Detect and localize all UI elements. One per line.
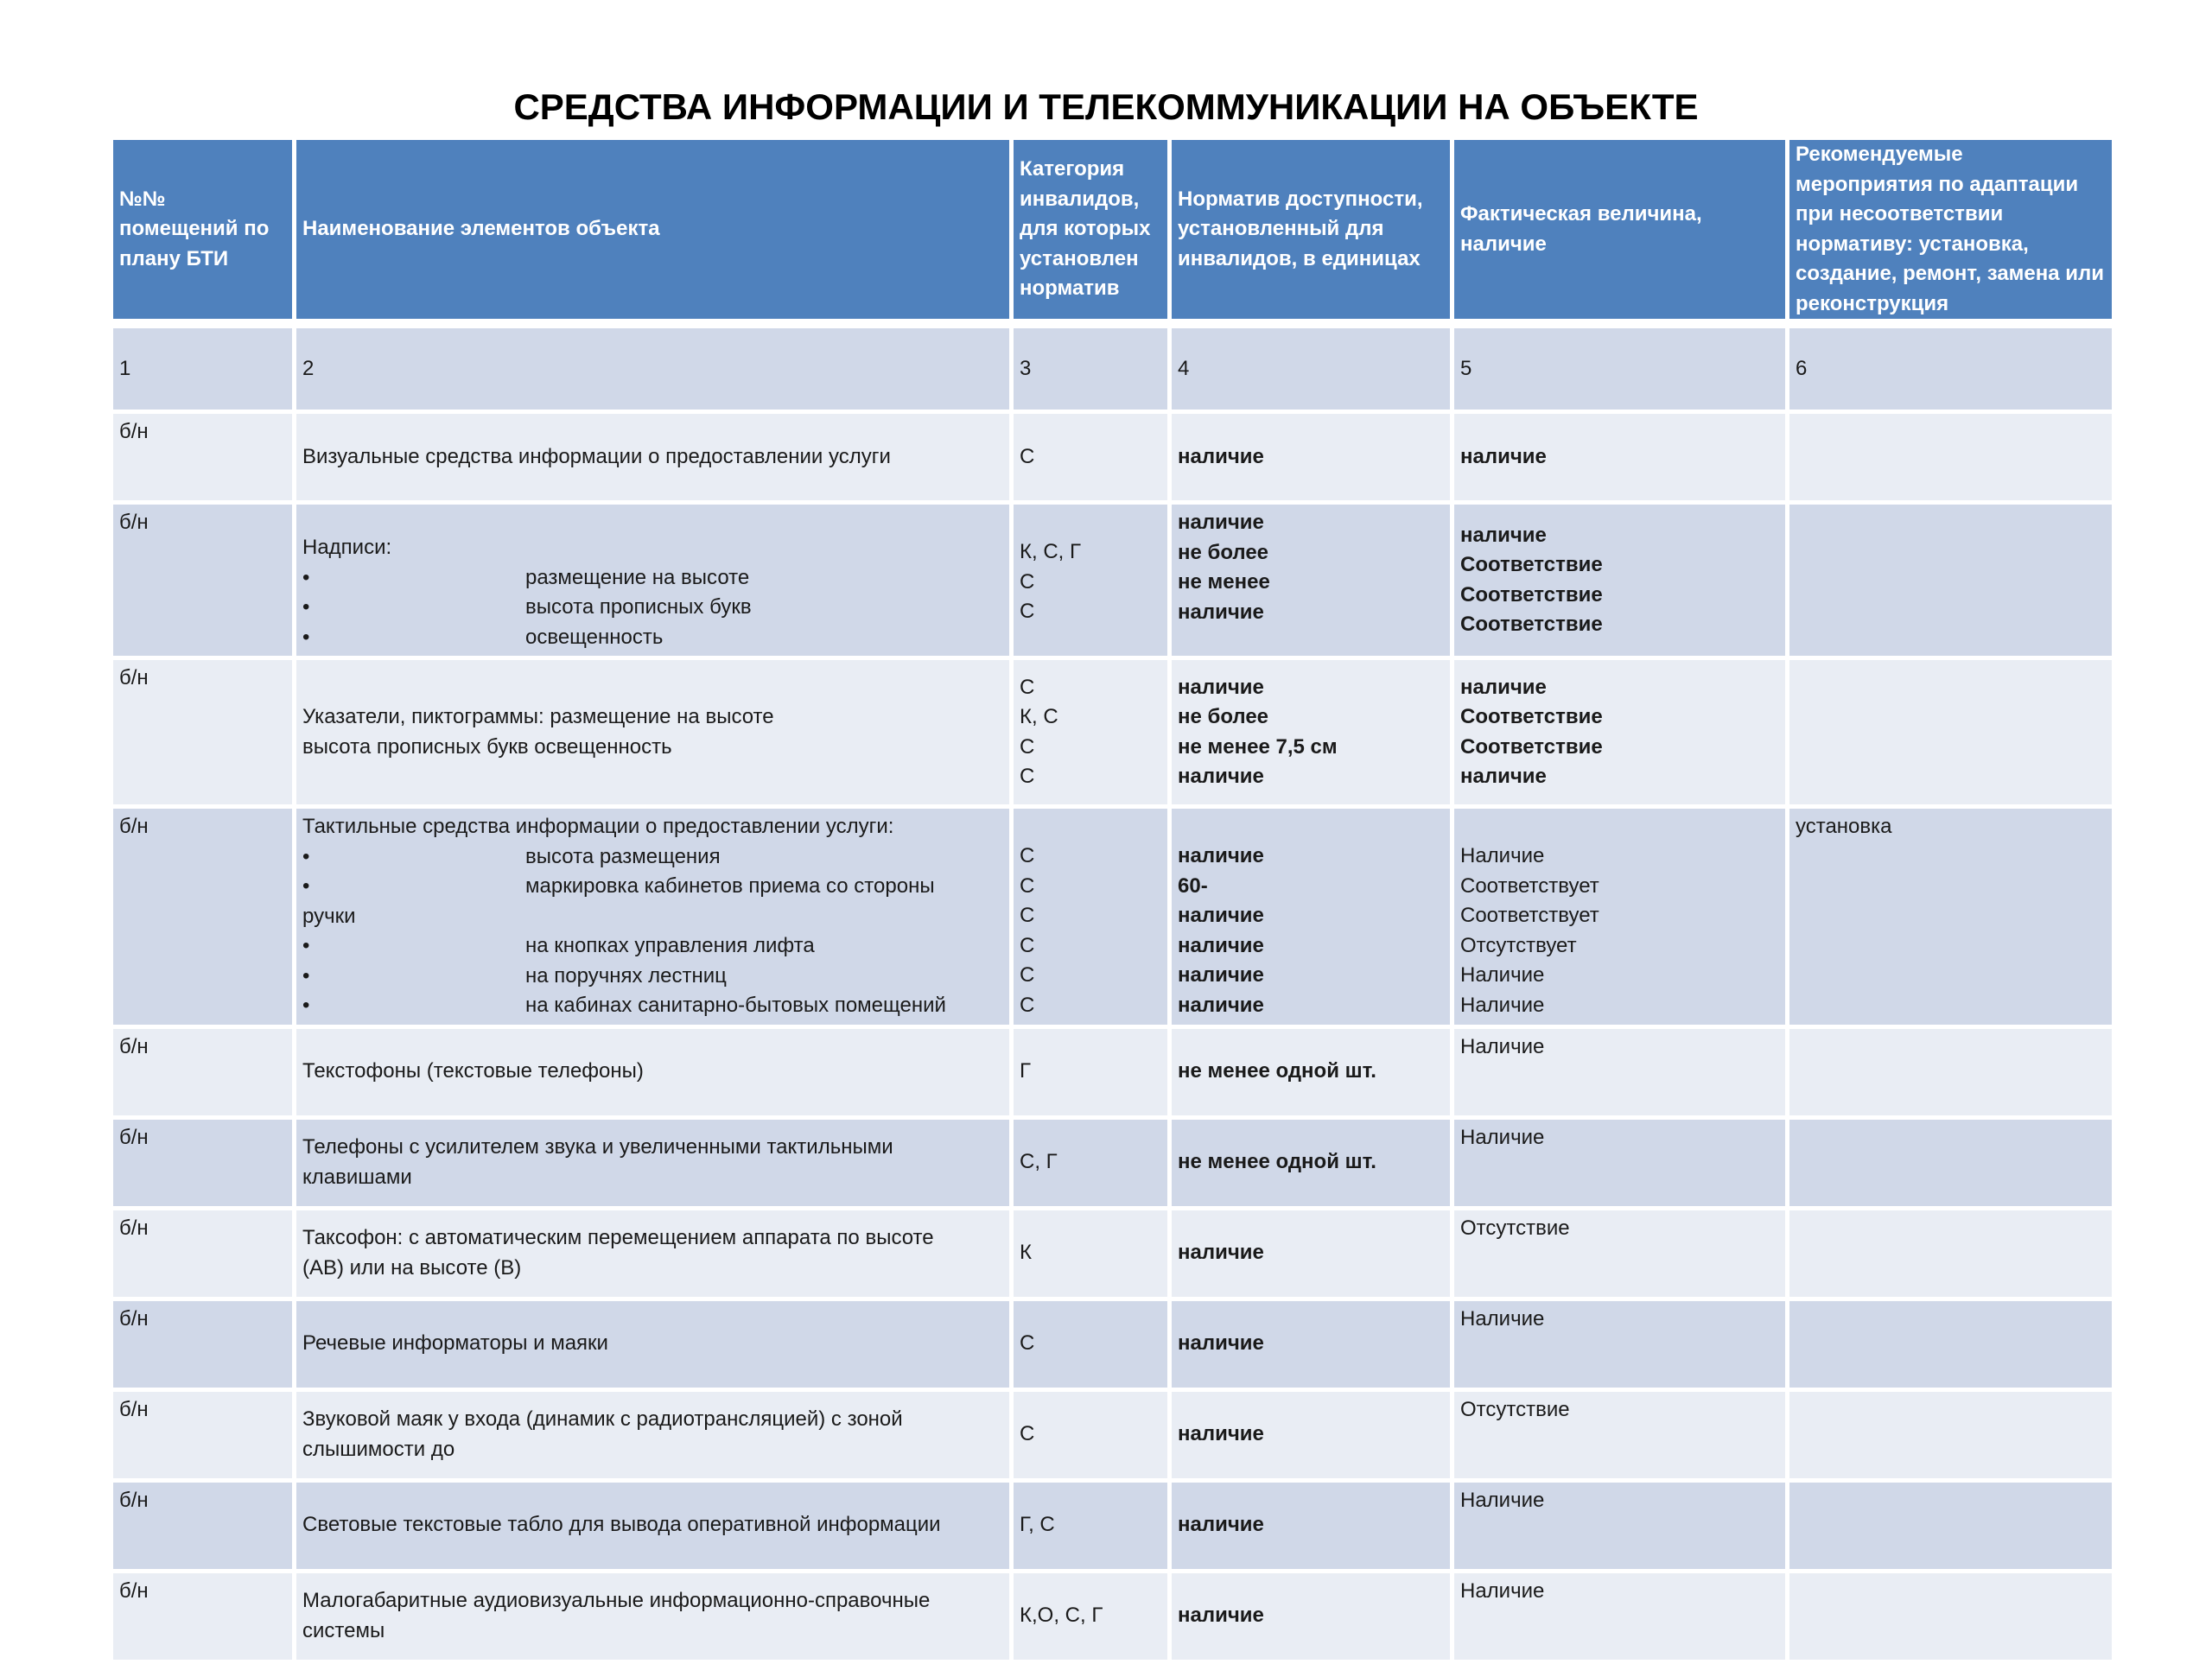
name-line: Телефоны с усилителем звука и увеличенными тактильными [302,1135,893,1159]
room-number-cell: б/н [113,1573,296,1664]
header-row [113,140,2112,323]
room-number-cell: б/н [113,414,296,505]
recommendation-cell [1789,1301,2112,1392]
room-number-cell: б/н [113,1120,296,1210]
name-line: Световые текстовые табло для вывода оперативной информации [302,1513,941,1537]
bullet-text: размещение на высоте [525,565,750,589]
name-line: Визуальные средства информации о предоставлении услуги [302,444,891,468]
category-line: К, С, Г [1020,540,1081,563]
element-name-cell [296,1301,1014,1392]
actual-value-cell [1454,1029,1789,1120]
element-name-cell [296,660,1014,809]
table-row [113,1210,2112,1301]
category-cell [1014,1483,1172,1573]
actual-line: Наличие [1460,1578,1545,1603]
norm-line: наличие [1178,904,1264,927]
category-line: С [1020,873,1035,898]
category-line: К, С [1020,705,1058,728]
bullet-icon: • [302,844,310,868]
norm-line: наличие [1178,933,1264,957]
category-line: С [1020,765,1035,788]
header-element-name: Наименование элементов объекта [296,140,1014,323]
actual-value-cell [1454,809,1789,1029]
norm-line: не менее [1178,570,1270,594]
actual-line: Соответствие [1460,613,1603,636]
table-row [113,660,2112,809]
actual-line: Наличие [1460,1034,1545,1058]
bullet-item [302,593,1003,623]
room-number-cell: б/н [113,809,296,1029]
table-row [113,1483,2112,1573]
bullet-item [302,872,1003,902]
header-room-number: №№ помещений по плану БТИ [113,140,296,323]
norm-line: наличие [1178,844,1264,867]
bullet-icon: • [302,994,310,1017]
column-number: 3 [1014,323,1172,414]
bullet-item [302,842,1003,873]
name-line: Указатели, пиктограммы: размещение на высоте [302,705,774,728]
norm-cell [1172,809,1454,1029]
norm-line: наличие [1178,1604,1264,1628]
column-number: 4 [1172,323,1454,414]
actual-line: наличие [1460,523,1547,547]
category-cell [1014,660,1172,809]
bullet-item [302,563,1003,594]
recommendation-cell: установка [1789,809,2112,1029]
element-name-cell [296,1573,1014,1664]
element-name-cell [296,809,1014,1029]
actual-value-cell [1454,660,1789,809]
column-number-row [113,323,2112,414]
norm-cell [1172,660,1454,809]
actual-line: Отсутствие [1460,1216,1570,1240]
element-name-cell [296,1120,1014,1210]
actual-line: Соответствие [1460,705,1603,728]
room-number-cell: б/н [113,660,296,809]
category-line: С [1020,444,1035,468]
actual-value-cell [1454,414,1789,505]
name-line: клавишами [302,1165,412,1189]
name-title: Тактильные средства информации о предоставлении услуги: [302,815,894,838]
category-line: С [1020,844,1035,867]
actual-value-cell [1454,1573,1789,1664]
actual-line: Соответствует [1460,873,1599,898]
actual-line: Наличие [1460,844,1545,867]
category-line: Г [1020,1059,1031,1083]
actual-line: Наличие [1460,963,1545,987]
bullet-icon: • [302,934,310,957]
norm-line: наличие [1178,600,1264,624]
bullet-icon: • [302,595,310,619]
name-line: Таксофон: с автоматическим перемещением аппарата по высоте [302,1226,934,1249]
category-cell [1014,1120,1172,1210]
table-row [113,1120,2112,1210]
recommendation-cell [1789,1029,2112,1120]
category-line: Г, С [1020,1513,1055,1537]
actual-value-cell [1454,1483,1789,1573]
actual-line: наличие [1460,675,1547,699]
norm-cell [1172,1573,1454,1664]
actual-line: Соответствие [1460,734,1603,759]
name-line: Речевые информаторы и маяки [302,1331,608,1356]
page-title: СРЕДСТВА ИНФОРМАЦИИ И ТЕЛЕКОММУНИКАЦИИ НА ОБЪЕКТЕ [513,86,1699,127]
bullet-item [302,991,1003,1021]
category-cell [1014,1210,1172,1301]
category-cell [1014,414,1172,505]
category-line: С [1020,569,1035,594]
room-number-cell: б/н [113,1210,296,1301]
column-number: 5 [1454,323,1789,414]
name-line: Текстофоны (текстовые телефоны) [302,1059,644,1083]
table-row [113,1301,2112,1392]
bullet-text: освещенность [525,625,664,649]
bullet-icon: • [302,625,310,649]
norm-cell [1172,1120,1454,1210]
element-name-cell [296,1029,1014,1120]
actual-line: Наличие [1460,993,1545,1017]
bullet-item [302,962,1003,992]
table-row [113,505,2112,660]
bullet-text: высота прописных букв [525,595,752,619]
table-row [113,1029,2112,1120]
bullet-icon: • [302,565,310,589]
actual-line: Наличие [1460,1125,1545,1149]
actual-line: Отсутствует [1460,933,1577,957]
recommendation-cell [1789,1210,2112,1301]
norm-cell [1172,414,1454,505]
norm-line: не более [1178,540,1269,564]
category-cell [1014,1029,1172,1120]
table-row [113,414,2112,505]
recommendation-cell [1789,1120,2112,1210]
actual-line: Соответствие [1460,582,1603,607]
actual-value-cell [1454,1301,1789,1392]
bullet-icon: • [302,963,310,988]
category-line: С [1020,675,1035,699]
norm-line: наличие [1178,444,1264,468]
name-continuation: ручки [302,904,356,928]
actual-line: Соответствует [1460,904,1599,927]
category-cell [1014,809,1172,1029]
name-line: (АВ) или на высоте (В) [302,1255,522,1280]
category-line: С [1020,1422,1035,1446]
table-row [113,1573,2112,1664]
bullet-item [302,931,1003,962]
recommendation-cell [1789,660,2112,809]
name-line: Малогабаритные аудиовизуальные информационно-справочные [302,1589,931,1612]
element-name-cell [296,1483,1014,1573]
name-line: Звуковой маяк у входа (динамик с радиотрансляцией) с зоной [302,1407,903,1431]
bullet-text: высота размещения [525,844,721,868]
name-line: слышимости до [302,1437,455,1461]
element-name-cell [296,1210,1014,1301]
bullet-text: на кабинах санитарно-бытовых помещений [525,994,946,1017]
category-line: С [1020,904,1035,927]
actual-line: Соответствие [1460,553,1603,576]
column-number: 1 [113,323,296,414]
norm-line: не менее одной шт. [1178,1150,1376,1174]
actual-line: Наличие [1460,1306,1545,1331]
actual-value-cell [1454,505,1789,660]
norm-line: 60- [1178,873,1208,898]
header-actual-value: Фактическая величина, наличие [1454,140,1789,323]
name-title: Надписи: [302,536,392,559]
norm-line: не более [1178,705,1269,728]
recommendation-cell [1789,414,2112,505]
bullet-text: на кнопках управления лифта [525,934,815,957]
norm-cell [1172,1210,1454,1301]
name-line: высота прописных букв освещенность [302,734,672,759]
category-line: К,О, С, Г [1020,1604,1103,1628]
category-line: С, Г [1020,1150,1058,1174]
bullet-text: маркировка кабинетов приема со стороны [525,874,935,898]
element-name-cell [296,414,1014,505]
room-number-cell: б/н [113,1301,296,1392]
bullet-item [302,623,1003,653]
bullet-icon: • [302,874,310,898]
norm-line: наличие [1178,1422,1264,1446]
name-line: системы [302,1618,385,1642]
room-number-cell: б/н [113,1483,296,1573]
category-line: С [1020,734,1035,759]
header-accessibility-norm: Норматив доступности, установленный для инвалидов, в единицах [1172,140,1454,323]
category-line: С [1020,600,1035,623]
norm-cell [1172,1483,1454,1573]
category-line: С [1020,933,1035,957]
category-line: С [1020,993,1035,1017]
actual-line: наличие [1460,765,1547,788]
actual-line: наличие [1460,444,1547,468]
norm-line: наличие [1178,963,1264,987]
norm-cell [1172,505,1454,660]
column-number: 6 [1789,323,2112,414]
norm-line: наличие [1178,1331,1264,1356]
norm-line: не менее одной шт. [1178,1059,1376,1083]
recommendation-cell [1789,1392,2112,1483]
facility-info-table [113,140,2112,1664]
actual-value-cell [1454,1392,1789,1483]
norm-line: наличие [1178,1241,1264,1265]
recommendation-cell [1789,505,2112,660]
category-cell [1014,1392,1172,1483]
actual-line: Отсутствие [1460,1397,1570,1421]
column-number: 2 [296,323,1014,414]
actual-value-cell [1454,1120,1789,1210]
actual-value-cell [1454,1210,1789,1301]
norm-cell [1172,1301,1454,1392]
category-cell [1014,1301,1172,1392]
element-name-cell [296,505,1014,660]
room-number-cell: б/н [113,1392,296,1483]
norm-cell [1172,1029,1454,1120]
norm-line: наличие [1178,675,1264,699]
room-number-cell: б/н [113,505,296,660]
category-line: С [1020,1331,1035,1356]
norm-line: наличие [1178,1513,1264,1537]
actual-line: Наличие [1460,1488,1545,1512]
table-row [113,1392,2112,1483]
recommendation-cell [1789,1573,2112,1664]
category-line: К [1020,1241,1032,1265]
header-disability-category: Категория инвалидов, для которых установлен норматив [1014,140,1172,323]
bullet-text: на поручнях лестниц [525,963,727,988]
norm-cell [1172,1392,1454,1483]
header-recommendations: Рекомендуемые мероприятия по адаптации при несоответствии нормативу: установка, создание, ремонт, замена или реконструкция [1789,140,2112,323]
category-cell [1014,505,1172,660]
category-cell [1014,1573,1172,1664]
category-line: С [1020,963,1035,987]
norm-line: наличие [1178,511,1264,534]
norm-line: наличие [1178,765,1264,788]
recommendation-cell [1789,1483,2112,1573]
table-row [113,809,2112,1029]
norm-line: не менее 7,5 см [1178,734,1338,759]
norm-line: наличие [1178,993,1264,1017]
room-number-cell: б/н [113,1029,296,1120]
element-name-cell [296,1392,1014,1483]
